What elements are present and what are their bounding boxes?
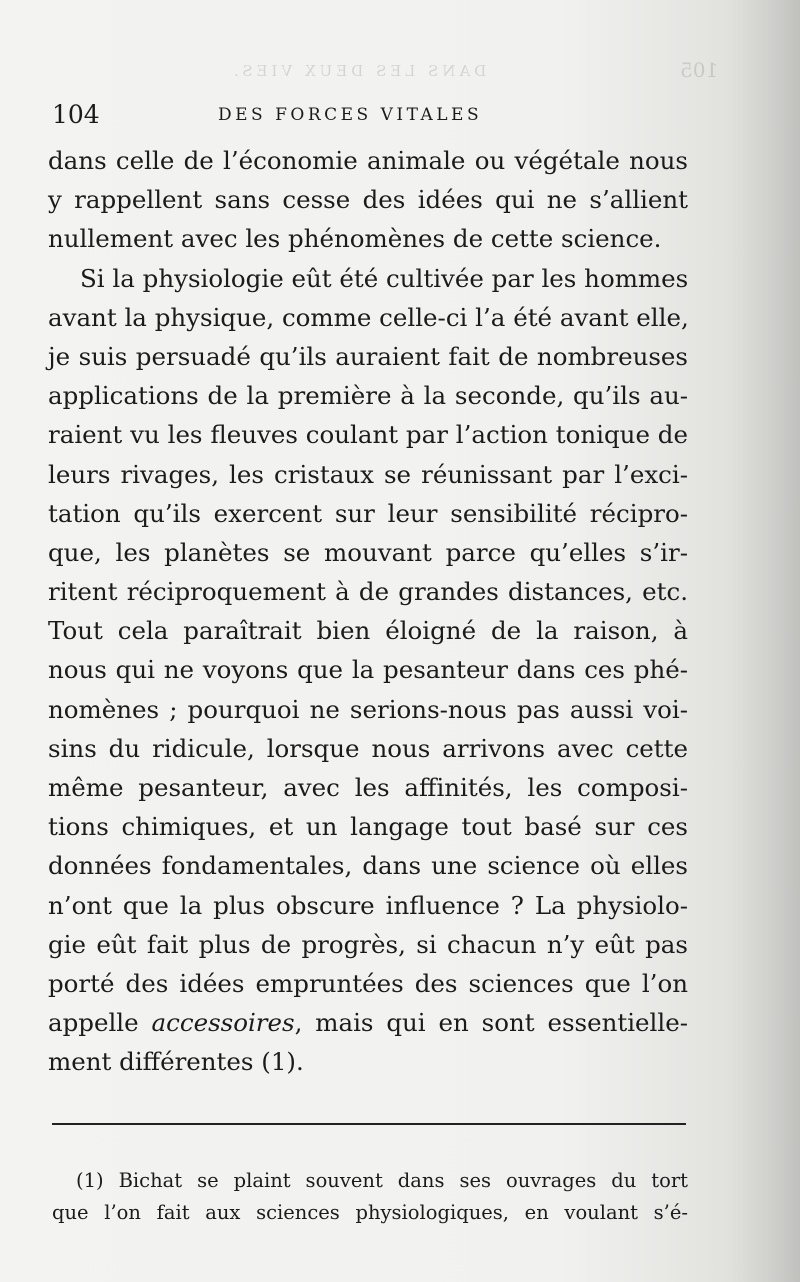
text-line: dans celle de l’économie animale ou végétale nous bbox=[48, 146, 688, 175]
text-line: Tout cela paraîtrait bien éloigné de la raison, à bbox=[48, 616, 688, 646]
text-line: raient vu les fleuves coulant par l’action tonique de bbox=[48, 420, 688, 450]
bleed-through-page-number: 105 bbox=[680, 58, 719, 82]
text-line: tation qu’ils exercent sur leur sensibilité récipro- bbox=[48, 498, 688, 528]
text-line: sins du ridicule, lorsque nous arrivons avec cette bbox=[48, 733, 688, 763]
running-title: DES FORCES VITALES bbox=[218, 105, 483, 125]
text-line: y rappellent sans cesse des idées qui ne s’allient bbox=[48, 185, 688, 215]
running-head bbox=[52, 100, 692, 134]
text-line: leurs rivages, les cristaux se réunissant par l’exci- bbox=[48, 459, 688, 489]
footnote-line: (1) Bichat se plaint souvent dans ses ouvrages du tort bbox=[76, 1169, 688, 1192]
text-line: nullement avec les phénomènes de cette science. bbox=[48, 224, 662, 254]
text-line: tions chimiques, et un langage tout basé sur ces bbox=[48, 812, 688, 842]
text-segment: , mais qui en sont essentielle- bbox=[294, 1008, 688, 1038]
text-line: gie eût fait plus de progrès, si chacun n’y eût pas bbox=[48, 929, 688, 959]
text-line: même pesanteur, avec les affinités, les composi- bbox=[48, 773, 688, 802]
paragraph-first-line: Si la physiologie eût été cultivée par les hommes bbox=[80, 263, 689, 293]
text-line: ritent réciproquement à de grandes distances, etc. bbox=[48, 577, 688, 607]
footnote bbox=[52, 1165, 688, 1229]
text-line: porté des idées empruntées des sciences que l’on bbox=[48, 968, 688, 998]
paragraph-last-line: ment différentes (1). bbox=[48, 1047, 304, 1077]
page-edge-shadow bbox=[730, 0, 800, 1282]
body-text bbox=[48, 141, 688, 1082]
text-line: nomènes ; pourquoi ne serions-nous pas aussi voi- bbox=[48, 694, 688, 724]
text-line: applications de la première à la seconde, qu’ils au- bbox=[48, 381, 688, 411]
footnote-line: que l’on fait aux sciences physiologiques, en voulant s’é- bbox=[52, 1201, 688, 1224]
text-line: avant la physique, comme celle-ci l’a été avant elle, bbox=[48, 302, 689, 332]
text-line: que, les planètes se mouvant parce qu’elles s’ir- bbox=[48, 537, 688, 567]
footnote-rule bbox=[52, 1123, 686, 1125]
text-line: nous qui ne voyons que la pesanteur dans ces phé- bbox=[48, 655, 688, 685]
text-line-with-italic bbox=[48, 1003, 688, 1042]
text-line: je suis persuadé qu’ils auraient fait de nombreuses bbox=[48, 341, 688, 371]
page-number: 104 bbox=[52, 100, 100, 129]
text-line: données fondamentales, dans une science où elles bbox=[48, 851, 688, 881]
italic-word: accessoires bbox=[151, 1008, 295, 1038]
text-segment: appelle bbox=[48, 1008, 152, 1038]
text-line: n’ont que la plus obscure influence ? La physiolo- bbox=[48, 890, 688, 920]
bleed-through-header: DANS LES DEUX VIES. bbox=[230, 62, 487, 80]
